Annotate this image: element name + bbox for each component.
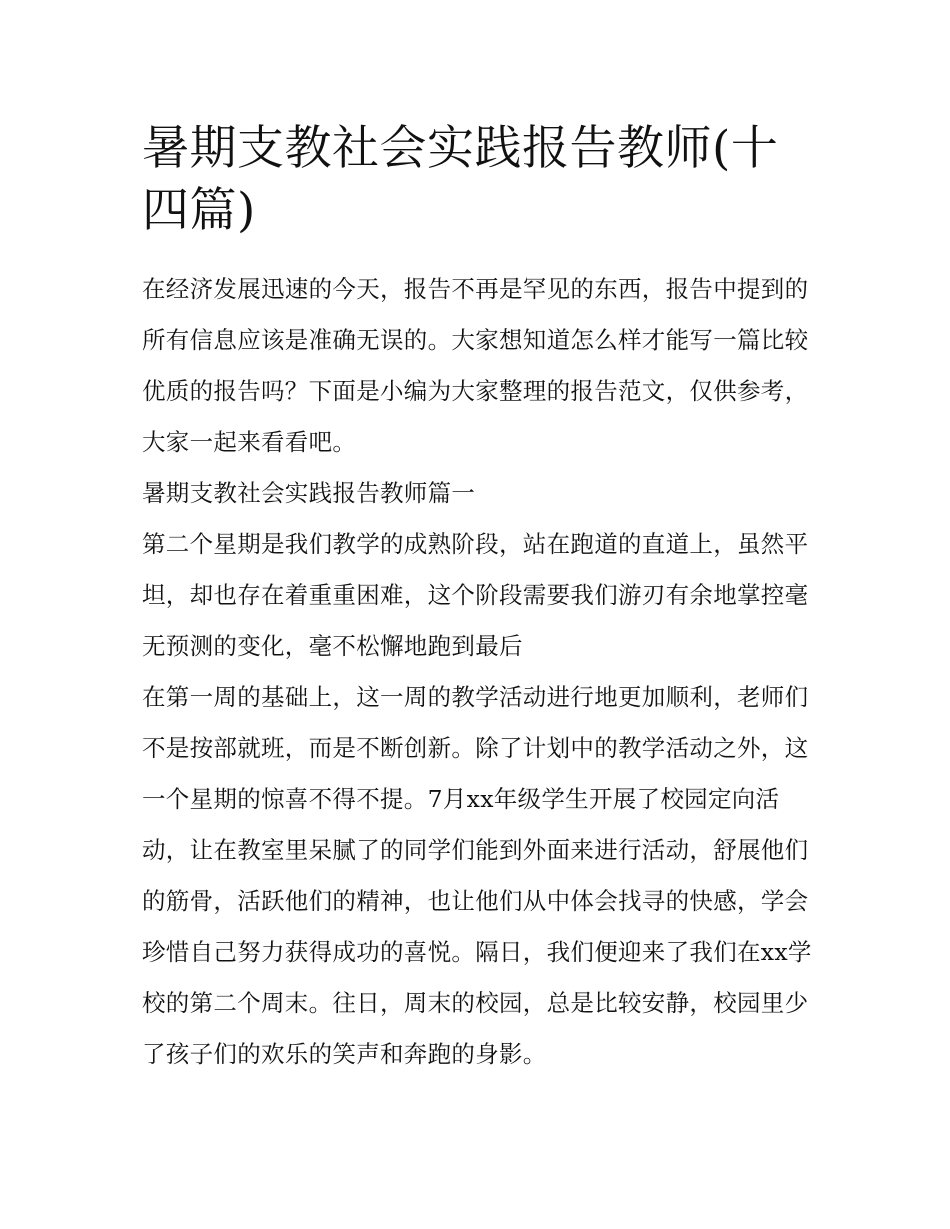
intro-paragraph: 在经济发展迅速的今天，报告不再是罕见的东西，报告中提到的所有信息应该是准确无误的。大家想知道怎么样才能写一篇比较优质的报告吗？下面是小编为大家整理的报告范文，仅供参考，大家一起来看看吧。 xyxy=(142,275,809,456)
body-paragraph: 在第一周的基础上，这一周的教学活动进行地更加顺利，老师们不是按部就班，而是不断创新。除了计划中的教学活动之外，这一个星期的惊喜不得不提。7月xx年级学生开展了校园定向活动，让在教室里呆腻了的同学们能到外面来进行活动，舒展他们的筋骨，活跃他们的精神，也让他们从中体会找寻的快感，学会珍惜自己努力获得成功的喜悦。隔日，我们便迎来了我们在xx学校的第二个周末。往日，周末的校园，总是比较安静，校园里少了孩子们的欢乐的笑声和奔跑的身影。 xyxy=(142,683,812,1068)
body-paragraph: 第二个星期是我们教学的成熟阶段，站在跑道的直道上，虽然平坦，却也存在着重重困难，这个阶段需要我们游刃有余地掌控毫无预测的变化，毫不松懈地跑到最后 xyxy=(142,530,809,660)
document-page xyxy=(142,118,817,1080)
document-title: 暑期支教社会实践报告教师(十四篇) xyxy=(142,121,779,238)
section-heading: 暑期支教社会实践报告教师篇一 xyxy=(142,479,476,507)
document-body xyxy=(142,264,817,1080)
